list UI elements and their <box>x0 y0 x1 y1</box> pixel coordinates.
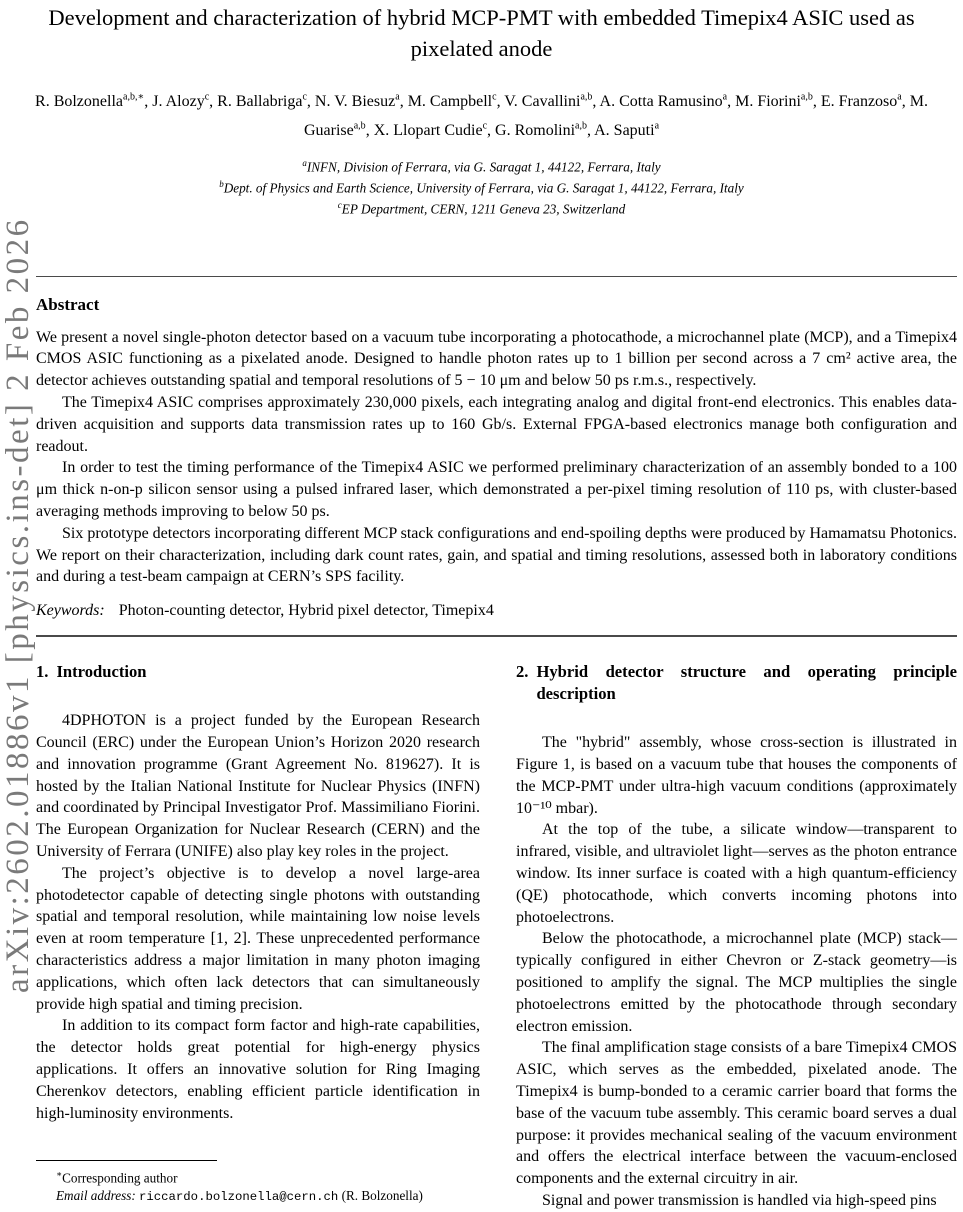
author: E. Franzoso$^a$, <box>820 92 910 111</box>
author: G. Romolini$^{a,b}$, <box>495 120 595 139</box>
author: R. Bolzonella$^{a,b,∗}$, <box>35 92 153 111</box>
abstract-paragraph: Six prototype detectors incorporating different MCP stack configurations and end-spoiling depths were produced by Hamamatsu Photonics. We report on their characterization, including dark count rates, gain, and spatial and timing resolutions, assessed both in laboratory conditions and during a test-beam campaign at CERN’s SPS facility. <box>36 524 957 586</box>
keywords-line <box>36 600 963 621</box>
abstract-paragraph: The Timepix4 ASIC comprises approximately 230,000 pixels, each integrating analog and digital front-end electronics. This enables data-driven acquisition and supports data transmission rates up to 160 Gb/s. External FPGA-based electronics manage both configuration and readout. <box>36 394 957 455</box>
author: N. V. Biesuz$^a$, <box>314 92 408 111</box>
two-column-body <box>36 637 957 1212</box>
email-address: riccardo.bolzonella@cern.ch <box>139 1189 339 1204</box>
author: R. Ballabriga$^c$, <box>217 92 315 111</box>
author-list <box>27 86 937 143</box>
section-1-paragraph: In addition to its compact form factor and high-rate capabilities, the detector holds great potential for high-energy physics applications. It offers an innovative solution for Ring Imaging Cherenkov detectors, enabling efficient particle identification in high-luminosity environments. <box>36 1017 480 1122</box>
author: V. Cavallini$^{a,b}$, <box>504 92 600 111</box>
author: J. Alozy$^c$, <box>152 92 218 111</box>
corresponding-author-footnote <box>36 1160 480 1207</box>
left-column <box>36 637 480 1124</box>
section-2-heading <box>516 661 957 705</box>
affiliation <box>0 197 963 218</box>
footnote-corresponding <box>36 1166 480 1187</box>
section-1-heading <box>36 661 480 683</box>
abstract-paragraph: In order to test the timing performance of the Timepix4 ASIC we performed preliminary characterization of an assembly bonded to a 100 μm thick n-on-p silicon sensor using a pulsed infrared laser, which demonstrated a per-pixel timing resolution of 110 ps, with cluster-based averaging methods improving to below 50 ps. <box>36 459 957 520</box>
section-2-paragraph: The "hybrid" assembly, whose cross-section is illustrated in Figure 1, is based on a vacuum tube that houses the components of the MCP-PMT under ultra-high vacuum conditions (approximately 10⁻¹⁰ mbar). <box>516 734 957 817</box>
section-number: 2. <box>516 662 529 682</box>
author: M. Fiorini$^{a,b}$, <box>735 92 821 111</box>
section-2-paragraph: Below the photocathode, a microchannel plate (MCP) stack—typically configured in either Chevron or Z-stack geometry—is positioned to amplify the signal. The MCP multiplies the single photoelectrons emitted by the photocathode through secondary electron emission. <box>516 930 957 1035</box>
section-1-paragraph: The project’s objective is to develop a novel large-area photodetector capable of detecting single photons with outstanding spatial and temporal resolution, while maintaining low noise levels even at room temperature [1, 2]. These unprecedented performance characteristics address a major limitation in many photon imaging applications, which often lack detectors that can simultaneously provide high spatial and timing precision. <box>36 864 480 1013</box>
affiliation-text: INFN, Division of Ferrara, via G. Saragat 1, 44122, Ferrara, Italy <box>306 159 661 175</box>
affiliation-marker: c <box>337 199 342 210</box>
affiliation-marker: a <box>302 157 307 168</box>
author: A. Cotta Ramusino$^a$, <box>599 92 736 111</box>
abstract-paragraph: We present a novel single-photon detector based on a vacuum tube incorporating a photocathode, a microchannel plate (MCP), and a Timepix4 CMOS ASIC functioning as a pixelated anode. Designed to handle photon rates up to 1 billion per second across a 7 cm² active area, the detector achieves outstanding spatial and temporal resolutions of 5 − 10 μm and below 50 ps r.m.s., respectively. <box>36 328 957 390</box>
keywords-label: Keywords: <box>36 602 105 620</box>
right-column <box>516 637 957 1212</box>
author: M. Campbell$^c$, <box>407 92 505 111</box>
footnote-text: Corresponding author <box>62 1170 178 1186</box>
section-2-paragraph: At the top of the tube, a silicate window—transparent to infrared, visible, and ultraviolet light—serves as the photon entrance window. Its inner surface is coated with a high quantum-efficiency (QE) photocathode, which converts incoming photons into photoelectrons. <box>516 821 957 926</box>
footnote-marker: ∗ <box>56 1169 63 1179</box>
section-1-paragraph: 4DPHOTON is a project funded by the European Research Council (ERC) under the European Union’s Horizon 2020 research and innovation programme (Grant Agreement No. 819627). It is hosted by the Italian National Institute for Nuclear Physics (INFN) and coordinated by Principal Investigator Prof. Massimiliano Fiorini. The European Organization for Nuclear Research (CERN) and the University of Ferrara (UNIFE) also play key roles in the project. <box>36 712 480 860</box>
section-title: Hybrid detector structure and operating principle description <box>536 662 957 704</box>
paper-title: Development and characterization of hybrid MCP-PMT with embedded Timepix4 ASIC used as pixelated anode <box>48 5 915 61</box>
email-label: Email address: <box>56 1187 136 1203</box>
affiliation-marker: b <box>219 178 224 189</box>
section-2-paragraph: Signal and power transmission is handled via high-speed pins <box>542 1191 937 1209</box>
section-2-paragraph: The final amplification stage consists of a bare Timepix4 CMOS ASIC, which serves as the embedded, pixelated anode. The Timepix4 is bump-bonded to a ceramic carrier board that forms the base of the vacuum tube assembly. This ceramic board serves a dual purpose: it provides mechanical sealing of the vacuum environment and offers the electrical interface between the vacuum-enclosed components and the external circuitry in air. <box>516 1039 957 1188</box>
affiliation-list <box>0 155 963 218</box>
abstract-top-rule <box>36 276 957 277</box>
arxiv-watermark: arXiv:2602.01886v1 [physics.ins-det] 2 Feb 2026 <box>0 217 36 993</box>
section-title: Introduction <box>56 662 147 682</box>
affiliation-text: Dept. of Physics and Earth Science, University of Ferrara, via G. Saragat 1, 44122, Ferrara, Italy <box>223 180 744 196</box>
affiliation <box>0 176 963 197</box>
paper-page <box>0 2 963 1209</box>
footnote-rule <box>36 1160 217 1161</box>
author: X. Llopart Cudie$^c$, <box>373 120 496 139</box>
footnote-email-line <box>36 1187 480 1207</box>
affiliation <box>0 155 963 176</box>
author: A. Saputi$^a$ <box>594 120 660 139</box>
keywords-value: Photon-counting detector, Hybrid pixel detector, Timepix4 <box>118 602 494 620</box>
abstract-heading: Abstract <box>36 294 100 314</box>
email-suffix: (R. Bolzonella) <box>341 1187 423 1203</box>
author: M. Guarise$^{a,b}$, <box>303 93 928 139</box>
affiliation-text: EP Department, CERN, 1211 Geneva 23, Switzerland <box>341 201 626 217</box>
section-number: 1. <box>36 662 49 682</box>
